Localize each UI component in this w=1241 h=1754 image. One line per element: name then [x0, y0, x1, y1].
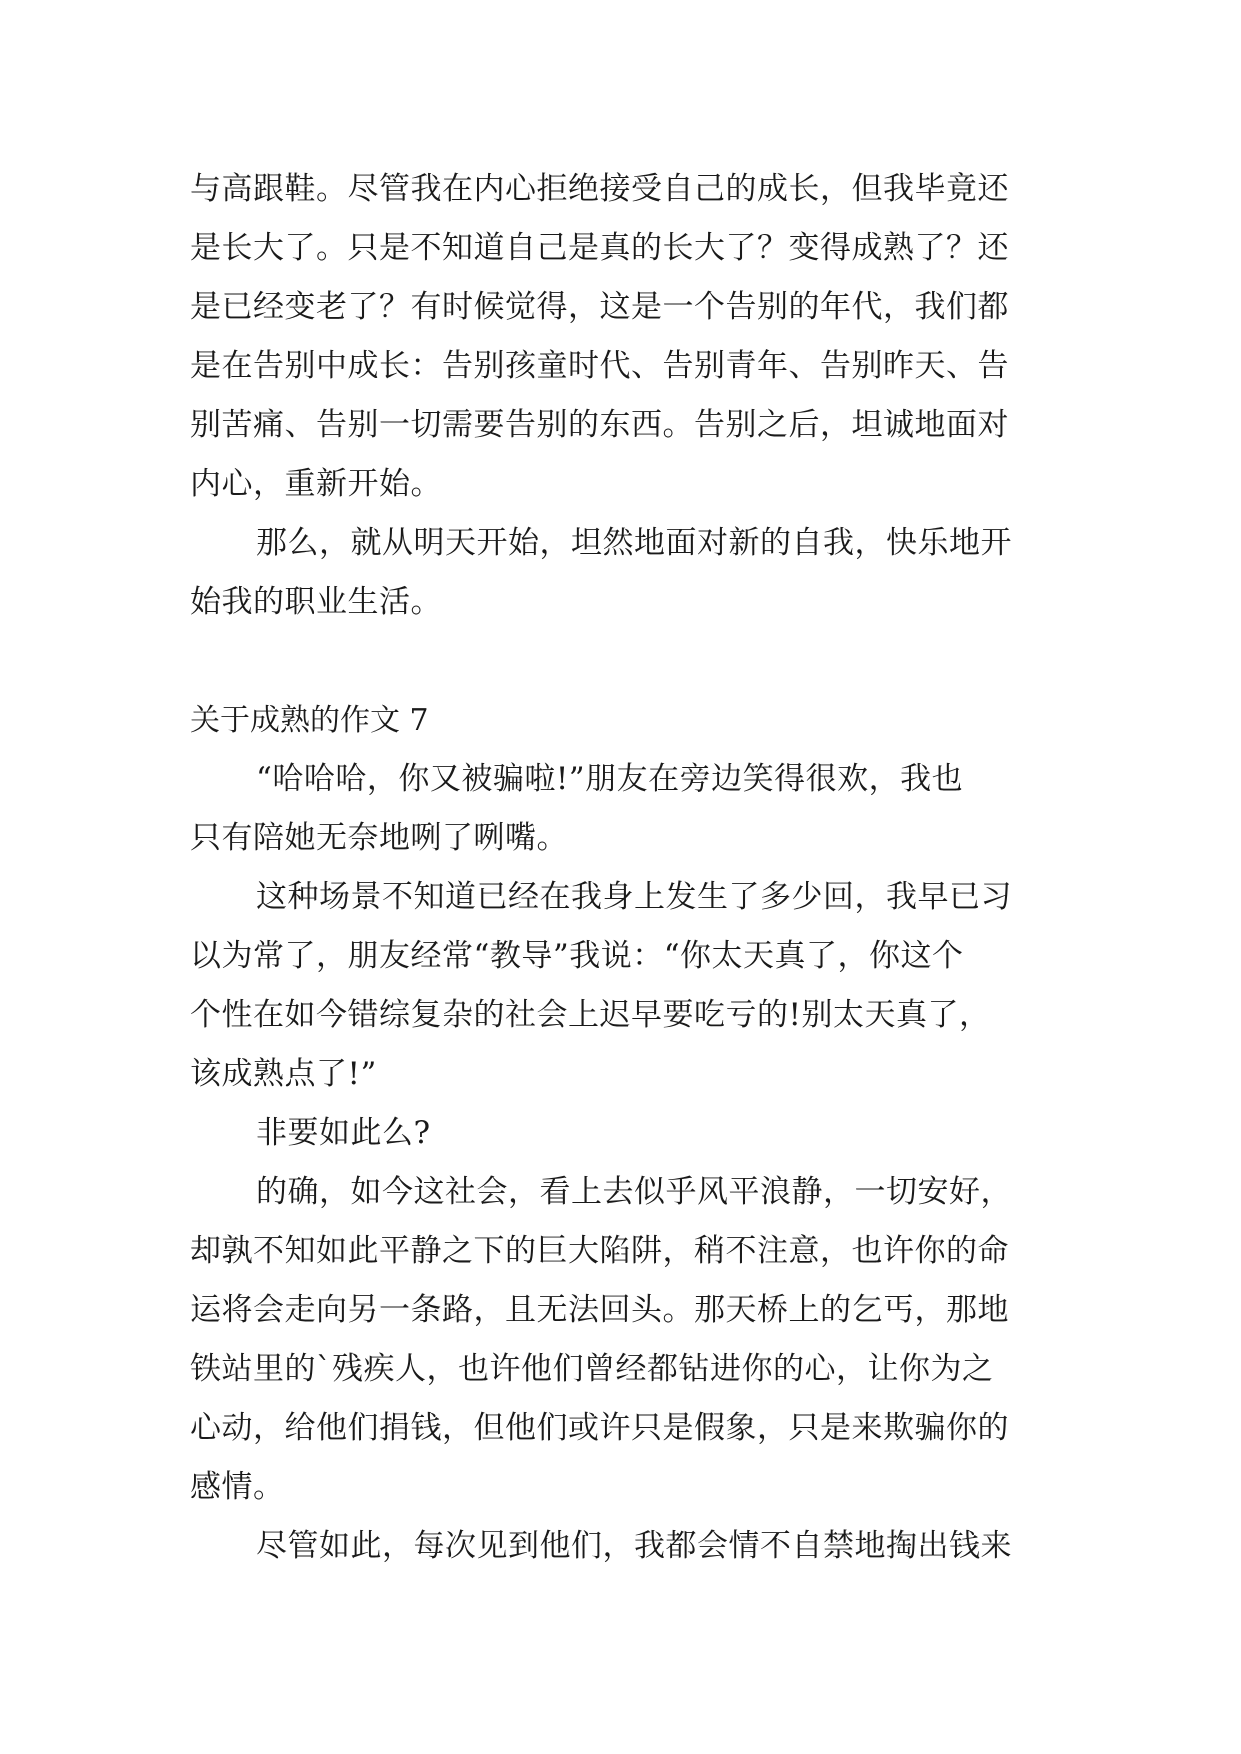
text-line: 铁站里的`残疾人，也许他们曾经都钻进你的心，让你为之 [190, 1351, 994, 1387]
text-line: 却孰不知如此平静之下的巨大陷阱，稍不注意，也许你的命 [190, 1233, 1009, 1269]
text-line: 内心，重新开始。 [190, 466, 442, 502]
text-line: 这种场景不知道已经在我身上发生了多少回，我早已习 [256, 879, 1012, 915]
text-line: 心动，给他们捐钱，但他们或许只是假象，只是来欺骗你的 [190, 1410, 1009, 1446]
text-line: 只有陪她无奈地咧了咧嘴。 [190, 820, 568, 856]
paragraph [190, 1163, 1060, 1517]
paragraph-gap [190, 632, 1060, 691]
text-line: 尽管如此，每次见到他们，我都会情不自禁地掏出钱来 [256, 1528, 1012, 1564]
text-line: 那么，就从明天开始，坦然地面对新的自我，快乐地开 [256, 525, 1012, 561]
text-line: 该成熟点了!” [190, 1056, 377, 1092]
text-line: 个性在如今错综复杂的社会上迟早要吃亏的!别太天真了， [190, 997, 991, 1033]
text-line: 别苦痛、告别一切需要告别的东西。告别之后，坦诚地面对 [190, 407, 1009, 443]
paragraph [190, 750, 1060, 868]
text-line: 非要如此么? [256, 1115, 431, 1151]
text-line: 以为常了，朋友经常“教导”我说：“你太天真了，你这个 [190, 938, 964, 974]
text-line: 始我的职业生活。 [190, 584, 442, 620]
text-line: 与高跟鞋。尽管我在内心拒绝接受自己的成长，但我毕竟还 [190, 171, 1009, 207]
paragraph [190, 1517, 1060, 1576]
paragraph [190, 514, 1060, 632]
text-line: 运将会走向另一条路，且无法回头。那天桥上的乞丐，那地 [190, 1292, 1009, 1328]
text-line: 是已经变老了？有时候觉得，这是一个告别的年代，我们都 [190, 289, 1009, 325]
paragraph [190, 1104, 1060, 1163]
section-heading: 关于成熟的作文 7 [190, 703, 429, 738]
text-line: 的确，如今这社会，看上去似乎风平浪静，一切安好， [256, 1174, 1012, 1210]
text-line: 是在告别中成长：告别孩童时代、告别青年、告别昨天、告 [190, 348, 1009, 384]
paragraph [190, 868, 1060, 1104]
text-line: 是长大了。只是不知道自己是真的长大了？变得成熟了？还 [190, 230, 1009, 266]
document-body [190, 160, 1060, 1576]
text-line: 感情。 [190, 1469, 285, 1505]
text-line: “哈哈哈，你又被骗啦!”朋友在旁边笑得很欢，我也 [256, 761, 964, 797]
paragraph [190, 160, 1060, 514]
